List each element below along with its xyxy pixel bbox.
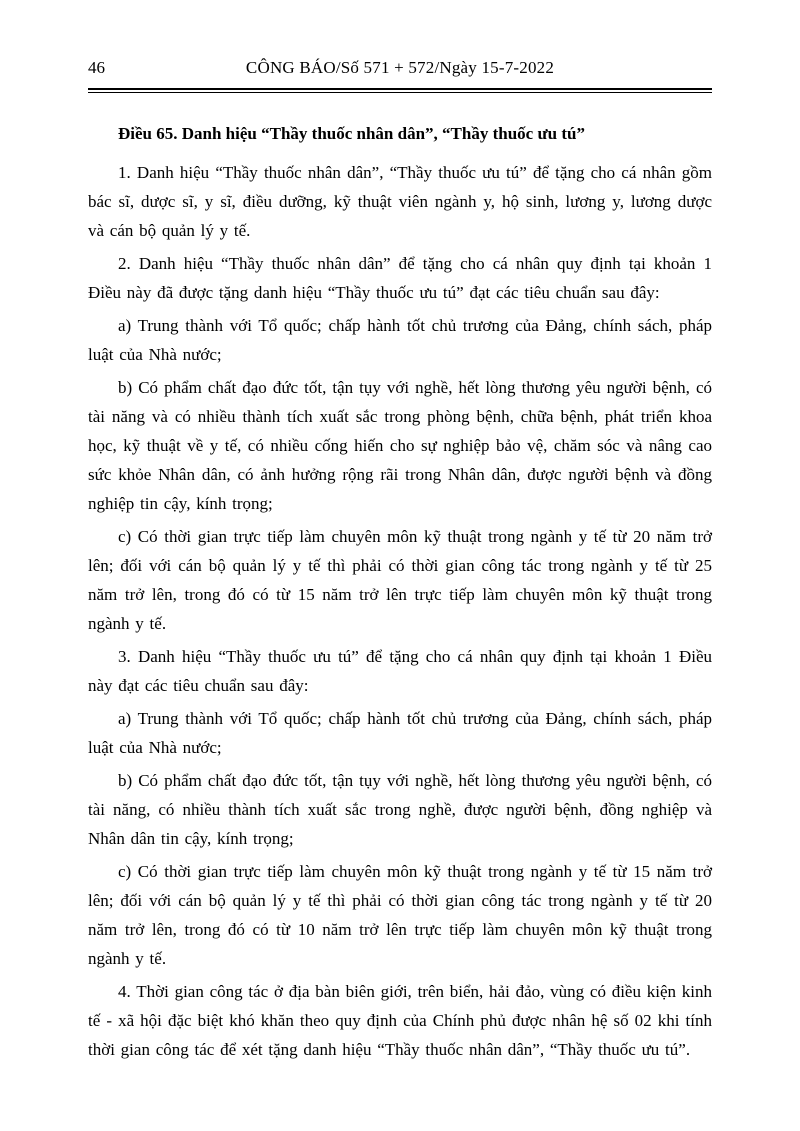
paragraph: 4. Thời gian công tác ở địa bàn biên giới, trên biển, hải đảo, vùng có điều kiện kinh tế - xã hội đặc biệt khó khăn theo quy định của Chính phủ được nhân hệ số 02 khi tính thời gian công tác để xét tặng danh hiệu “Thầy thuốc nhân dân”, “Thầy thuốc ưu tú”. [88, 982, 712, 1059]
paragraph: b) Có phẩm chất đạo đức tốt, tận tụy với nghề, hết lòng thương yêu người bệnh, có tài năng và có nhiều thành tích xuất sắc trong phòng bệnh, chữa bệnh, phát triển khoa học, kỹ thuật về y tế, có nhiều cống hiến cho sự nghiệp bảo vệ, chăm sóc và nâng cao sức khỏe Nhân dân, có ảnh hưởng rộng rãi trong Nhân dân, được người bệnh và đồng nghiệp tin cậy, kính trọng; [88, 378, 712, 513]
paragraph: 3. Danh hiệu “Thầy thuốc ưu tú” để tặng cho cá nhân quy định tại khoản 1 Điều này đạt các tiêu chuẩn sau đây: [88, 647, 712, 695]
page-header [88, 58, 712, 82]
page-number: 46 [88, 58, 105, 77]
paragraph: 1. Danh hiệu “Thầy thuốc nhân dân”, “Thầy thuốc ưu tú” để tặng cho cá nhân gồm bác sĩ, dược sĩ, y sĩ, điều dưỡng, kỹ thuật viên ngành y, hộ sinh, lương y, lương dược và cán bộ quản lý y tế. [88, 163, 712, 240]
paragraph: 2. Danh hiệu “Thầy thuốc nhân dân” để tặng cho cá nhân quy định tại khoản 1 Điều này đã được tặng danh hiệu “Thầy thuốc ưu tú” đạt các tiêu chuẩn sau đây: [88, 254, 712, 302]
article-heading: Điều 65. Danh hiệu “Thầy thuốc nhân dân”, “Thầy thuốc ưu tú” [118, 124, 585, 143]
paragraph: a) Trung thành với Tổ quốc; chấp hành tốt chủ trương của Đảng, chính sách, pháp luật của Nhà nước; [88, 709, 712, 757]
paragraph: a) Trung thành với Tổ quốc; chấp hành tốt chủ trương của Đảng, chính sách, pháp luật của Nhà nước; [88, 316, 712, 364]
header-divider-rule [88, 88, 712, 93]
paragraph: b) Có phẩm chất đạo đức tốt, tận tụy với nghề, hết lòng thương yêu người bệnh, có tài năng, có nhiều thành tích xuất sắc trong nghề, được người bệnh, đồng nghiệp và Nhân dân tin cậy, kính trọng; [88, 771, 712, 848]
paragraph: c) Có thời gian trực tiếp làm chuyên môn kỹ thuật trong ngành y tế từ 20 năm trở lên; đối với cán bộ quản lý y tế thì phải có thời gian công tác trong ngành y tế từ 25 năm trở lên, trong đó có từ 15 năm trở lên trực tiếp làm chuyên môn kỹ thuật trong ngành y tế. [88, 527, 712, 633]
paragraph: c) Có thời gian trực tiếp làm chuyên môn kỹ thuật trong ngành y tế từ 15 năm trở lên; đối với cán bộ quản lý y tế thì phải có thời gian công tác trong ngành y tế từ 20 năm trở lên, trong đó có từ 10 năm trở lên trực tiếp làm chuyên môn kỹ thuật trong ngành y tế. [88, 862, 712, 968]
gazette-header-title: CÔNG BÁO/Số 571 + 572/Ngày 15-7-2022 [245, 58, 555, 77]
article-body [88, 119, 712, 1064]
